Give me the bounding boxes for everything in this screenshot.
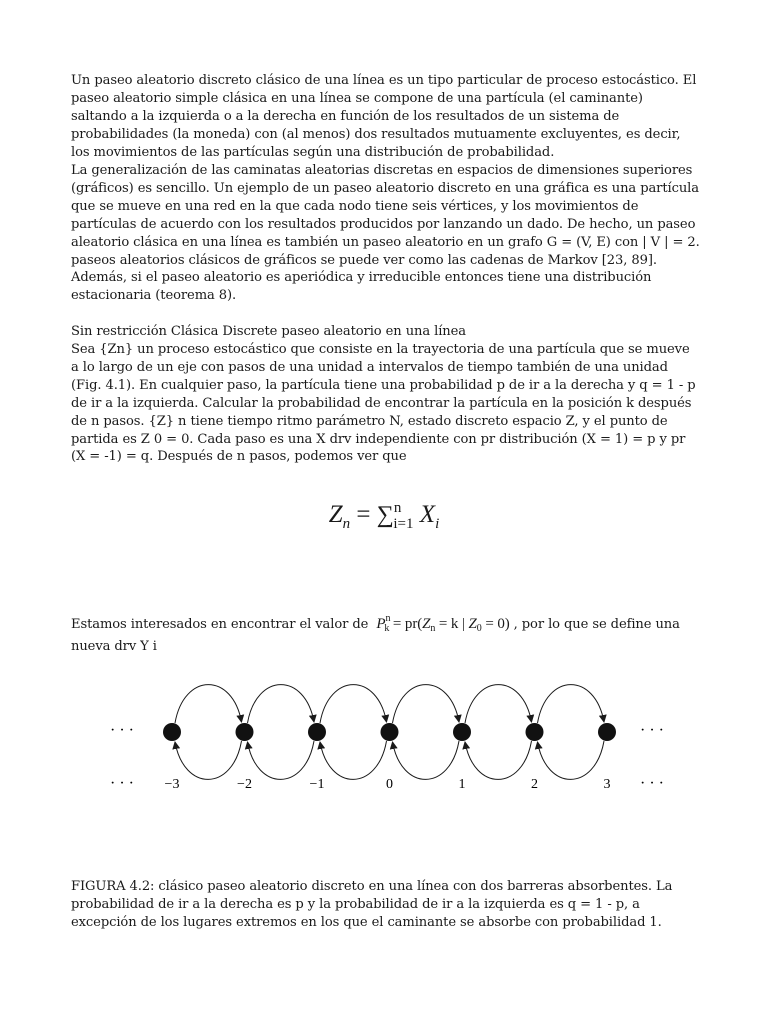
left-transition-arrow <box>248 741 315 779</box>
right-transition-arrow <box>393 685 460 723</box>
walk-node <box>381 723 399 741</box>
left-transition-arrow <box>538 741 605 779</box>
right-transition-arrow <box>248 685 315 723</box>
formula-z: Z <box>422 616 431 632</box>
formula-z-sub: n <box>430 623 436 634</box>
sum-equation <box>0 488 768 544</box>
node-label: −2 <box>237 777 252 792</box>
walk-node <box>163 723 181 741</box>
right-transition-arrow <box>465 685 532 723</box>
formula-eq: = pr( <box>392 616 423 632</box>
node-label: −1 <box>309 777 325 792</box>
right-ellipsis-bottom: · · · <box>640 775 664 792</box>
right-transition-arrow <box>320 685 387 723</box>
equation-lhs-var: Z <box>328 501 343 528</box>
inline-probability-formula <box>372 613 513 634</box>
left-transition-arrow <box>465 741 532 779</box>
formula-mid: = k | <box>435 616 469 632</box>
walk-node <box>598 723 616 741</box>
right-ellipsis-top: · · · <box>640 722 664 739</box>
walk-node <box>526 723 544 741</box>
definition-paragraph: Sea {Zn} un proceso estocástico que consiste en la trayectoria de una partícula que se mueve a lo largo de un eje con pasos de una unidad a intervalos de tiempo también de una unidad (Fig. 4.1). En cualquier paso, la partícula tiene una probabilidad p de ir a la derecha y q = 1 - p de ir a la izquierda. Calcular la probabilidad de encontrar la partícula en la posición k después de n pasos. {Z} n tiene tiempo ritmo parámetro N, estado discreto espacio Z, y el punto de partida es Z 0 = 0. Cada paso es una X drv independiente con pr distribución (X = 1) = p y pr (X = -1) = q. Después de n pasos, podemos ver que <box>71 342 696 465</box>
equation-equals: = <box>356 501 371 528</box>
random-walk-diagram <box>100 680 690 800</box>
interest-text-after: , por lo que se define una nueva drv Y i <box>71 617 680 654</box>
section-heading: Sin restricción Clásica Discrete paseo aleatorio en una línea <box>71 324 466 339</box>
formula-z0-sub: 0 <box>476 623 482 634</box>
equation-lhs-sub: n <box>342 516 351 532</box>
formula-end: = 0) <box>481 616 510 632</box>
right-transition-arrow <box>175 685 242 723</box>
formula-z0: Z <box>468 616 477 632</box>
interest-paragraph <box>71 610 701 656</box>
walk-nodes <box>163 723 616 741</box>
node-label: −3 <box>164 777 180 792</box>
left-transition-arrow <box>320 741 387 779</box>
formula-p-sup: n <box>385 613 391 624</box>
walk-node <box>236 723 254 741</box>
figure-caption: FIGURA 4.2: clásico paseo aleatorio discreto en una línea con dos barreras absorbentes. La probabilidad de ir a la derecha es p y la probabilidad de ir a la izquierda es q = 1 - p, a excepción de los lugares extremos en los que el caminante se absorbe con probabilidad 1. <box>71 879 673 930</box>
formula-p: P <box>376 616 386 632</box>
node-label: 2 <box>531 777 538 792</box>
node-label: 0 <box>386 777 393 792</box>
node-labels <box>165 777 611 792</box>
left-transition-arrow <box>393 741 460 779</box>
walk-node <box>308 723 326 741</box>
left-ellipsis-top: · · · <box>110 722 134 739</box>
equation-rhs-sub: i <box>435 516 440 532</box>
interest-text-before: Estamos interesados en encontrar el valor de <box>71 617 369 632</box>
equation-rhs-var: X <box>419 501 436 528</box>
equation-sum-symbol: ∑ <box>376 502 394 528</box>
generalization-paragraph: La generalización de las caminatas aleatorias discretas en espacios de dimensiones superiores (gráficos) es sencillo. Un ejemplo de un paseo aleatorio discreto en una gráfica es una partícula que se mueve en una red en la que cada nodo tiene seis vértices, y los movimientos de partículas de acuerdo con los resultados producidos por lanzando un dado. De hecho, un paseo aleatorio clásica en una línea es también un paseo aleatorio en un grafo G = (V, E) con | V | = 2. paseos aleatorios clásicos de gráficos se puede ver como las cadenas de Markov [23, 89]. Además, si el paseo aleatorio es aperiódica y irreducible entonces tiene una distribución estacionaria (teorema 8). <box>71 163 700 304</box>
formula-p-sub: k <box>384 623 390 634</box>
equation-sum-upper: n <box>393 500 402 516</box>
left-ellipsis-bottom: · · · <box>110 775 134 792</box>
walk-node <box>453 723 471 741</box>
equation-sum-lower: i=1 <box>393 516 414 532</box>
left-transition-arrow <box>175 741 242 779</box>
right-transition-arrow <box>538 685 605 723</box>
node-label: 3 <box>603 777 611 792</box>
intro-paragraph: Un paseo aleatorio discreto clásico de una línea es un tipo particular de proceso estocástico. El paseo aleatorio simple clásica en una línea se compone de una partícula (el caminante) saltando a la izquierda o a la derecha en función de los resultados de un sistema de probabilidades (la moneda) con (al menos) dos resultados mutuamente excluyentes, es decir, los movimientos de las partículas según una distribución de probabilidad. <box>71 73 697 160</box>
node-label: 1 <box>458 777 466 792</box>
